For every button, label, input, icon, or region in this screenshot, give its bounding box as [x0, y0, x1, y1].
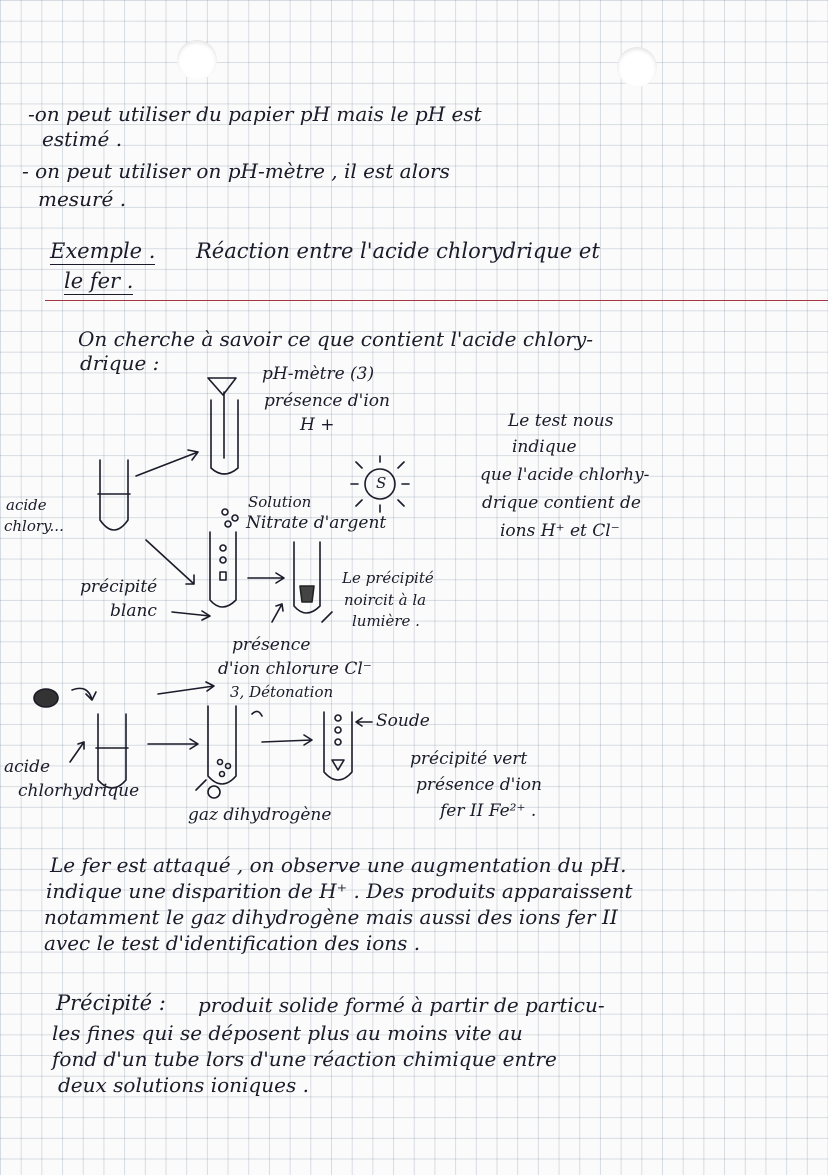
definition-a: produit solide formé à partir de particu-: [198, 993, 605, 1017]
sun-letter: S: [376, 474, 387, 492]
label-presence-b: d'ion chlorure Cl⁻: [218, 659, 372, 679]
label-chlory: chlory...: [4, 517, 64, 535]
label-noircit-c: lumière .: [352, 612, 420, 630]
intro-line-b: drique :: [80, 351, 160, 375]
exemple-title-a: Réaction entre l'acide chlorydrique et: [196, 239, 600, 263]
label-nitrate: Nitrate d'argent: [246, 513, 387, 533]
arrow-noircit-icon: [322, 612, 332, 622]
label-noircit-a: Le précipité: [342, 569, 434, 587]
text-line-2: - on peut utiliser on pH-mètre , il est alors: [22, 159, 450, 183]
arrow-gaz-bubble-icon: [196, 780, 206, 790]
label-ph-metre: pH-mètre (3): [262, 364, 375, 384]
label-gaz: gaz dihydrogène: [188, 805, 332, 825]
arrow-to-presence-icon: [272, 604, 283, 622]
definition-b: les fines qui se déposent plus au moins vite au: [52, 1021, 523, 1045]
conclusion-c: notamment le gaz dihydrogène mais aussi des ions fer II: [44, 905, 618, 929]
label-chlorhydrique: chlorhydrique: [18, 781, 140, 801]
text-line-1: -on peut utiliser du papier pH mais le pH est: [28, 102, 482, 126]
exemple-title-b: le fer .: [64, 269, 134, 293]
sun-icon: [351, 456, 409, 512]
arrow-detonation-icon: [158, 682, 214, 694]
droplets-icon: [222, 509, 238, 527]
test-tube-acide-2-icon: [96, 714, 128, 788]
conclusion-a: Le fer est attaqué , on observe une augmentation du pH.: [50, 853, 627, 877]
test-tube-gaz-icon: [208, 706, 262, 798]
result-line-c: que l'acide chlorhy-: [480, 465, 650, 485]
intro-line-a: On cherche à savoir ce que contient l'acide chlory-: [78, 327, 593, 351]
arrow-tube3-to-tube4-icon: [262, 735, 312, 745]
label-detonation: 3, Détonation: [230, 683, 334, 701]
result-line-b: indique: [512, 437, 577, 457]
test-tube-soude-icon: [324, 712, 352, 780]
definition-d: deux solutions ioniques .: [58, 1073, 309, 1097]
conclusion-d: avec le test d'identification des ions .: [44, 931, 421, 955]
conclusion-b: indique une disparition de H⁺ . Des produits apparaissent: [46, 879, 633, 903]
arrow-iron-to-tube-icon: [72, 688, 96, 700]
label-fer: fer II Fe²⁺ .: [440, 801, 537, 821]
definition-term: Précipité :: [56, 991, 166, 1015]
test-tube-precipite-noirci-icon: [294, 542, 320, 613]
label-presence-ion-h: présence d'ion: [264, 391, 390, 411]
test-tube-acide-1-icon: [98, 460, 130, 530]
label-precip-vert: précipité vert: [410, 749, 528, 769]
label-solution: Solution: [248, 493, 312, 511]
exemple-label: Exemple .: [50, 239, 156, 263]
arrow-tube2-to-tube3-icon: [148, 739, 198, 749]
label-acide-1: acide: [6, 496, 47, 514]
label-precipite: précipité: [80, 577, 158, 597]
arrow-to-ph-metre-icon: [136, 450, 198, 476]
arrow-precipite-blanc-icon: [172, 611, 210, 620]
result-line-d: drique contient de: [482, 493, 641, 513]
label-presence-a: présence: [232, 635, 311, 655]
definition-c: fond d'un tube lors d'une réaction chimique entre: [52, 1047, 557, 1071]
text-line-1b: estimé .: [42, 127, 123, 151]
arrow-acide-label-icon: [70, 742, 84, 762]
ph-metre-probe-icon: [208, 378, 238, 474]
label-soude: Soude: [376, 711, 430, 731]
label-h-plus: H +: [300, 415, 335, 435]
arrow-to-dark-tube-icon: [248, 573, 284, 583]
result-line-e: ions H⁺ et Cl⁻: [500, 521, 620, 541]
arrow-soude-label-icon: [356, 718, 372, 726]
text-line-2b: mesuré .: [38, 187, 127, 211]
arrow-to-nitrate-tube-icon: [146, 540, 194, 584]
test-tube-nitrate-icon: [210, 532, 236, 607]
label-presence-fer: présence d'ion: [416, 775, 542, 795]
label-blanc: blanc: [110, 601, 157, 621]
result-line-a: Le test nous: [508, 411, 614, 431]
label-acide-2: acide: [4, 757, 51, 777]
iron-scribble-icon: [34, 689, 58, 707]
label-noircit-b: noircit à la: [344, 591, 427, 609]
